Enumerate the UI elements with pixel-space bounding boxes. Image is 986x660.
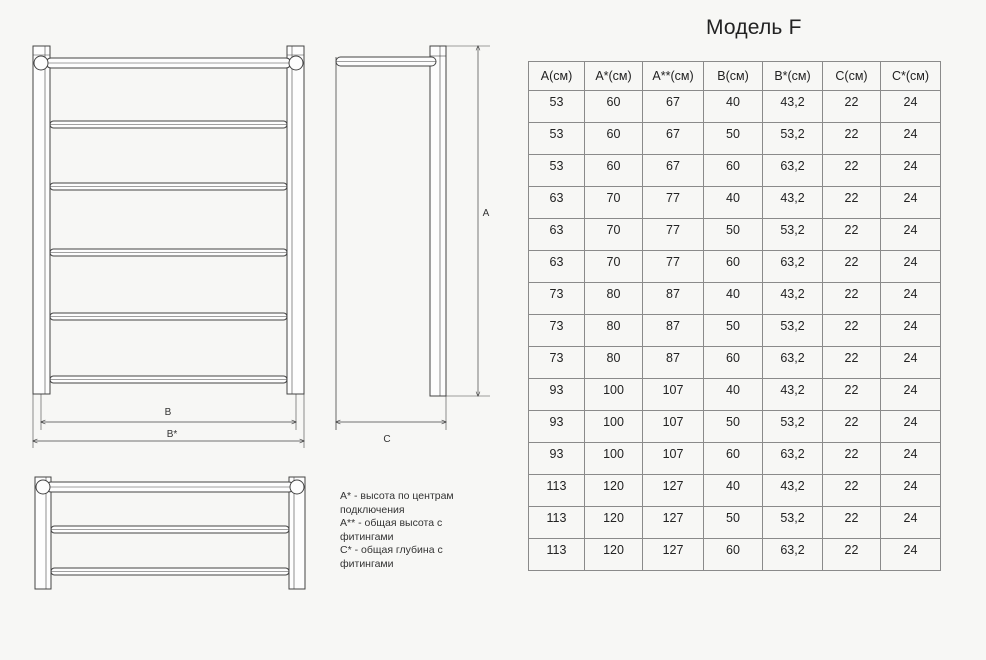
- table-cell: 50: [704, 411, 763, 443]
- table-cell: 67: [643, 91, 704, 123]
- table-cell: 67: [643, 123, 704, 155]
- header-a-double-star: A**(см): [643, 62, 704, 91]
- table-cell: 22: [823, 91, 881, 123]
- table-cell: 120: [585, 507, 643, 539]
- table-cell: 80: [585, 347, 643, 379]
- front-right-post: [287, 46, 304, 394]
- table-cell: 53: [529, 155, 585, 187]
- table-cell: 53,2: [763, 411, 823, 443]
- table-cell: 24: [881, 539, 941, 571]
- model-title: Модель F: [706, 16, 802, 39]
- table-row: [529, 251, 941, 283]
- header-c-star: C*(см): [881, 62, 941, 91]
- table-cell: 24: [881, 123, 941, 155]
- table-cell: 22: [823, 315, 881, 347]
- table-cell: 93: [529, 443, 585, 475]
- table-cell: 107: [643, 443, 704, 475]
- table-row: [529, 411, 941, 443]
- table-row: [529, 379, 941, 411]
- table-row: [529, 443, 941, 475]
- table-cell: 87: [643, 347, 704, 379]
- dimension-b-star-label: B*: [166, 429, 178, 440]
- table-cell: 60: [704, 155, 763, 187]
- table-cell: 63: [529, 187, 585, 219]
- table-row: [529, 91, 941, 123]
- table-cell: 50: [704, 123, 763, 155]
- table-cell: 67: [643, 155, 704, 187]
- table-cell: 63,2: [763, 347, 823, 379]
- table-cell: 80: [585, 315, 643, 347]
- table-cell: 63: [529, 251, 585, 283]
- table-cell: 100: [585, 411, 643, 443]
- front-rung: [50, 183, 287, 190]
- table-row: [529, 219, 941, 251]
- table-cell: 43,2: [763, 91, 823, 123]
- table-cell: 22: [823, 443, 881, 475]
- table-cell: 40: [704, 283, 763, 315]
- table-cell: 22: [823, 411, 881, 443]
- table-cell: 60: [704, 443, 763, 475]
- table-cell: 113: [529, 507, 585, 539]
- side-view: [336, 46, 490, 430]
- table-cell: 22: [823, 475, 881, 507]
- table-cell: 43,2: [763, 379, 823, 411]
- table-cell: 43,2: [763, 187, 823, 219]
- front-left-post: [33, 46, 50, 394]
- table-cell: 113: [529, 475, 585, 507]
- table-cell: 127: [643, 539, 704, 571]
- table-cell: 53,2: [763, 123, 823, 155]
- table-cell: 63,2: [763, 443, 823, 475]
- table-cell: 22: [823, 251, 881, 283]
- dimension-a-label: A: [482, 208, 490, 219]
- table-cell: 70: [585, 251, 643, 283]
- table-cell: 77: [643, 219, 704, 251]
- top-view-rung: [51, 526, 289, 533]
- legend-line: подключения: [340, 503, 405, 516]
- table-cell: 70: [585, 219, 643, 251]
- table-cell: 63,2: [763, 155, 823, 187]
- table-cell: 50: [704, 315, 763, 347]
- dimension-b-label: B: [164, 407, 172, 418]
- table-cell: 63,2: [763, 539, 823, 571]
- legend-line: фитингами: [340, 557, 394, 570]
- table-cell: 77: [643, 187, 704, 219]
- table-cell: 120: [585, 475, 643, 507]
- table-cell: 93: [529, 411, 585, 443]
- table-cell: 24: [881, 443, 941, 475]
- table-row: [529, 475, 941, 507]
- header-b-star: B*(см): [763, 62, 823, 91]
- table-cell: 24: [881, 475, 941, 507]
- table-cell: 22: [823, 283, 881, 315]
- table-row: [529, 315, 941, 347]
- table-cell: 80: [585, 283, 643, 315]
- dimensions-table: [528, 61, 941, 571]
- table-cell: 40: [704, 379, 763, 411]
- table-cell: 40: [704, 187, 763, 219]
- table-cell: 63,2: [763, 251, 823, 283]
- legend-line: A* - высота по центрам: [340, 490, 454, 502]
- table-cell: 120: [585, 539, 643, 571]
- table-cell: 53: [529, 123, 585, 155]
- table-cell: 24: [881, 507, 941, 539]
- top-view-rung: [51, 568, 289, 575]
- table-row: [529, 187, 941, 219]
- table-cell: 22: [823, 155, 881, 187]
- front-right-connector: [289, 56, 303, 70]
- table-cell: 22: [823, 219, 881, 251]
- table-cell: 24: [881, 283, 941, 315]
- table-row: [529, 539, 941, 571]
- front-view: [33, 46, 304, 448]
- legend-line: фитингами: [340, 530, 394, 543]
- table-cell: 60: [585, 91, 643, 123]
- table-cell: 73: [529, 347, 585, 379]
- table-cell: 50: [704, 507, 763, 539]
- table-cell: 60: [704, 539, 763, 571]
- table-cell: 43,2: [763, 475, 823, 507]
- header-b: B(см): [704, 62, 763, 91]
- table-cell: 53,2: [763, 219, 823, 251]
- table-cell: 50: [704, 219, 763, 251]
- table-cell: 24: [881, 411, 941, 443]
- table-cell: 60: [704, 347, 763, 379]
- table-cell: 53,2: [763, 315, 823, 347]
- table-cell: 24: [881, 347, 941, 379]
- front-rung: [50, 121, 287, 128]
- dimension-c-label: C: [383, 434, 391, 445]
- legend-notes: [340, 490, 454, 571]
- table-cell: 107: [643, 411, 704, 443]
- top-left-connector: [36, 480, 50, 494]
- header-a-star: A*(см): [585, 62, 643, 91]
- table-cell: 127: [643, 507, 704, 539]
- table-cell: 22: [823, 507, 881, 539]
- table-cell: 113: [529, 539, 585, 571]
- table-row: [529, 123, 941, 155]
- table-row: [529, 347, 941, 379]
- table-cell: 60: [585, 123, 643, 155]
- table-cell: 24: [881, 219, 941, 251]
- table-row: [529, 155, 941, 187]
- table-cell: 43,2: [763, 283, 823, 315]
- table-cell: 22: [823, 187, 881, 219]
- table-cell: 24: [881, 155, 941, 187]
- table-cell: 53,2: [763, 507, 823, 539]
- table-cell: 60: [585, 155, 643, 187]
- side-post: [430, 46, 446, 396]
- table-cell: 24: [881, 187, 941, 219]
- front-left-connector: [34, 56, 48, 70]
- table-cell: 22: [823, 379, 881, 411]
- table-cell: 87: [643, 315, 704, 347]
- table-cell: 53: [529, 91, 585, 123]
- table-cell: 40: [704, 91, 763, 123]
- legend-line: C* - общая глубина с: [340, 544, 443, 556]
- table-cell: 40: [704, 475, 763, 507]
- legend-line: A** - общая высота с: [340, 517, 443, 529]
- front-top-bar: [46, 58, 291, 68]
- front-rung: [50, 313, 287, 320]
- table-cell: 24: [881, 251, 941, 283]
- table-cell: 22: [823, 347, 881, 379]
- table-cell: 93: [529, 379, 585, 411]
- table-cell: 24: [881, 91, 941, 123]
- table-cell: 127: [643, 475, 704, 507]
- header-a: A(см): [529, 62, 585, 91]
- table-cell: 107: [643, 379, 704, 411]
- table-cell: 70: [585, 187, 643, 219]
- table-row: [529, 283, 941, 315]
- table-cell: 24: [881, 379, 941, 411]
- table-cell: 100: [585, 443, 643, 475]
- front-rung: [50, 376, 287, 383]
- table-cell: 22: [823, 123, 881, 155]
- table-cell: 87: [643, 283, 704, 315]
- header-c: C(см): [823, 62, 881, 91]
- table-cell: 100: [585, 379, 643, 411]
- top-view: [35, 477, 305, 589]
- table-cell: 73: [529, 315, 585, 347]
- table-cell: 77: [643, 251, 704, 283]
- table-cell: 22: [823, 539, 881, 571]
- table-header-row: [529, 62, 941, 91]
- table-cell: 24: [881, 315, 941, 347]
- table-cell: 60: [704, 251, 763, 283]
- table-cell: 73: [529, 283, 585, 315]
- table-row: [529, 507, 941, 539]
- table-cell: 63: [529, 219, 585, 251]
- top-right-connector: [290, 480, 304, 494]
- front-rung: [50, 249, 287, 256]
